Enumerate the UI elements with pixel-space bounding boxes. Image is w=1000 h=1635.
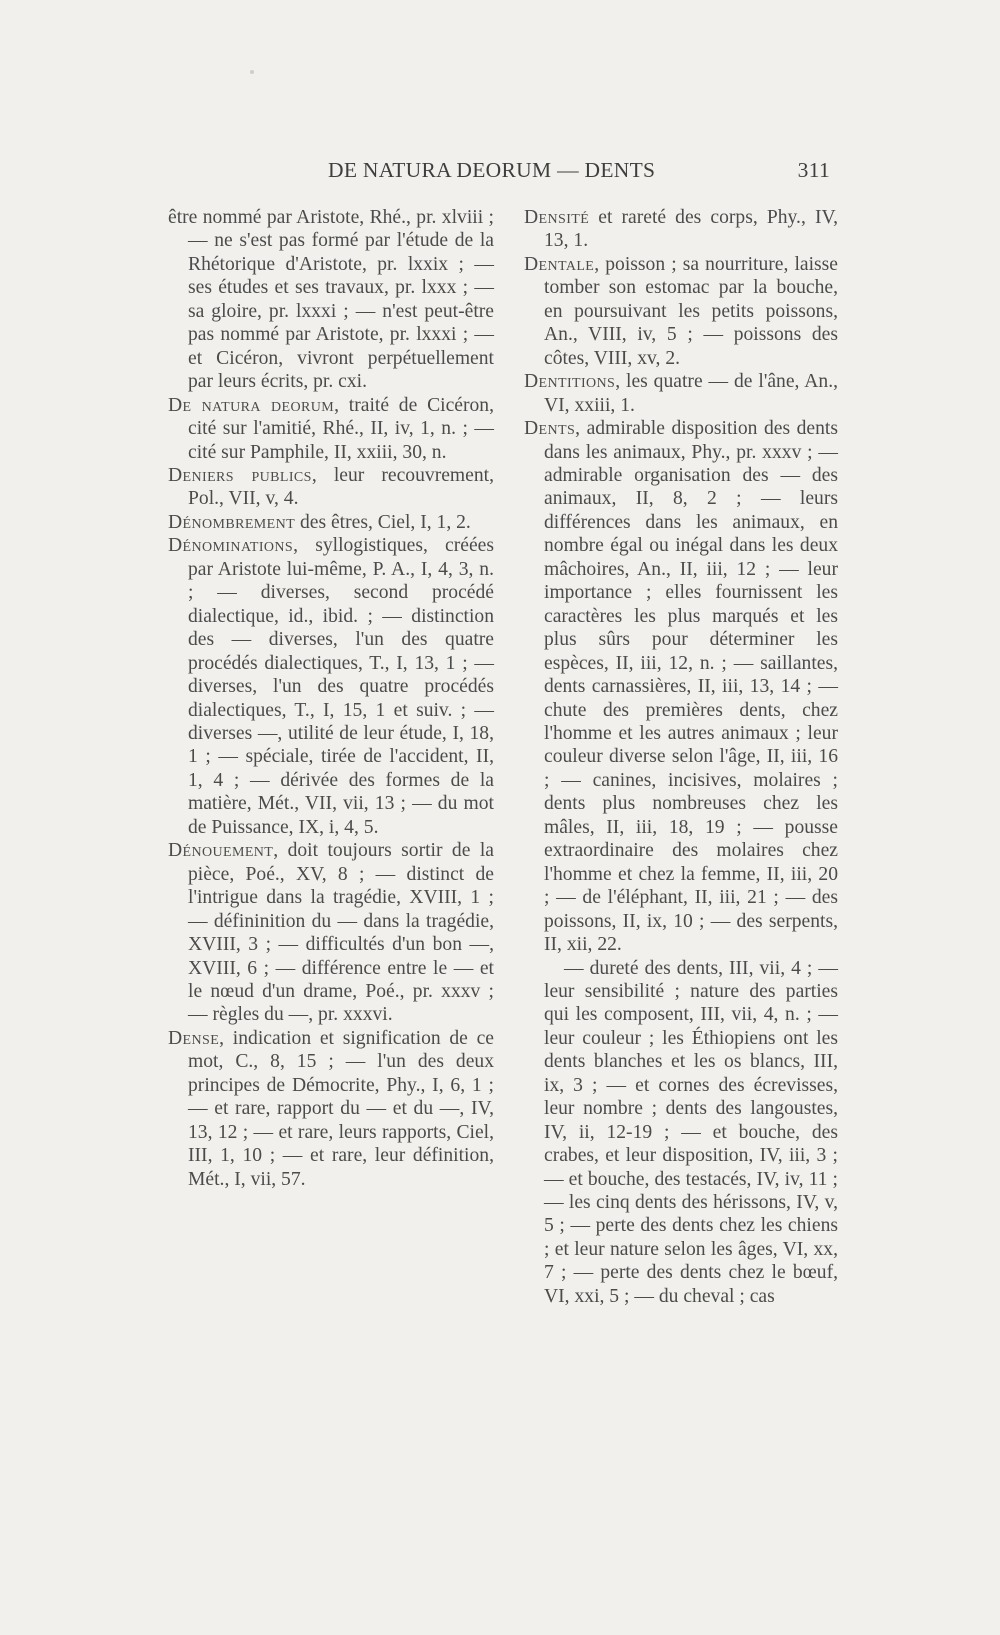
paper-speck bbox=[250, 70, 254, 74]
entry-text: , syllogistiques, créées par Aristote lui-même, P. A., I, 4, 3, n. ; — diverses, second procédé dialectique, id., ibid. ; — distinction des — diverses, l'un des quatre procédés dialectiques, T., I, 13, 1 ; — diverses, l'un des quatre procédés dialectiques, T., I, 15, 1 et suiv. ; — diverses —, utilité de leur étude, I, 18, 1 ; — spéciale, tirée de l'accident, II, 1, 4 ; — dérivée des formes de la matière, Mét., VII, vii, 13 ; — du mot de Puissance, IX, i, 4, 5. bbox=[188, 535, 494, 838]
entry-head: De natura deorum bbox=[168, 394, 335, 416]
entry-text: et rareté des corps, Phy., IV, 13, 1. bbox=[544, 207, 838, 252]
index-entry bbox=[524, 370, 838, 417]
page-number: 311 bbox=[797, 158, 830, 182]
entry-text: , indication et signification de ce mot, C., 8, 15 ; — l'un des deux principes de Démocrite, Phy., I, 6, 1 ; — et rare, rapport du — et du —, IV, 13, 12 ; — et rare, leurs rapports, Ciel, III, 1, 10 ; — et rare, leur définition, Mét., I, vii, 57. bbox=[188, 1027, 494, 1190]
entry-text: , poisson ; sa nourriture, laisse tomber son estomac par la bouche, en poursuivant les petits poissons, An., VIII, iv, 5 ; — poissons des côtes, VIII, xv, 2. bbox=[544, 253, 838, 369]
running-head bbox=[160, 158, 830, 188]
entry-head: Dénombrement bbox=[168, 511, 296, 533]
entry-text: , leur recouvrement, Pol., VII, v, 4. bbox=[188, 464, 494, 510]
entry-text: , les quatre — de l'âne, An., VI, xxiii, 1. bbox=[544, 371, 838, 416]
index-entry-continuation bbox=[524, 957, 838, 1309]
left-column bbox=[168, 206, 494, 1191]
index-entry bbox=[168, 1027, 494, 1191]
index-entry bbox=[524, 206, 838, 253]
entry-head: Dentale bbox=[524, 253, 595, 275]
right-column bbox=[524, 206, 838, 1308]
index-entry bbox=[524, 417, 838, 956]
entry-text: — dureté des dents, III, vii, 4 ; — leur sensibilité ; nature des parties qui les composent, III, vii, 4, n. ; — leur couleur ; les Éthiopiens ont les dents blanches et les os blancs, III, ix, 3 ; — et cornes des écrevisses, leur nombre ; dents des langoustes, IV, ii, 12-19 ; — et bouche, des crabes, et leur disposition, IV, iii, 3 ; — et bouche, des testacés, IV, iv, 11 ; — les cinq dents des hérissons, IV, v, 5 ; — perte des dents chez les chiens ; et leur nature selon les âges, VI, xx, 7 ; — perte des dents chez le bœuf, VI, xxi, 5 ; — du cheval ; cas bbox=[544, 957, 838, 1307]
entry-head: Dénominations bbox=[168, 535, 294, 557]
index-entry bbox=[168, 511, 494, 534]
entry-head: Dénouement bbox=[168, 840, 274, 862]
running-title: DE NATURA DEORUM — DENTS bbox=[328, 158, 656, 182]
entry-text: des êtres, Ciel, I, 1, 2. bbox=[295, 511, 471, 533]
entry-head: Dense bbox=[168, 1027, 220, 1049]
entry-head: Deniers publics bbox=[168, 464, 312, 486]
index-entry bbox=[168, 206, 494, 394]
entry-head: Dents bbox=[524, 418, 576, 440]
entry-text: être nommé par Aristote, Rhé., pr. xlviii ; — ne s'est pas formé par l'étude de la Rhétorique d'Aristote, pr. lxxix ; — ses études et ses travaux, pr. lxxx ; — sa gloire, pr. lxxxi ; — n'est peut-être pas nommé par Aristote, pr. lxxxi ; — et Cicéron, vivront perpétuellement par leurs écrits, pr. cxi. bbox=[168, 207, 494, 393]
index-entry bbox=[168, 394, 494, 464]
index-entry bbox=[168, 839, 494, 1027]
index-entry bbox=[168, 464, 494, 511]
index-entry bbox=[524, 253, 838, 370]
entry-text: , traité de Cicéron, cité sur l'amitié, Rhé., II, iv, 1, n. ; — cité sur Pamphile, II, xxiii, 30, n. bbox=[188, 394, 494, 463]
entry-head: Dentitions bbox=[524, 371, 616, 393]
entry-head: Densité bbox=[524, 207, 590, 228]
index-entry bbox=[168, 534, 494, 839]
entry-text: , doit toujours sortir de la pièce, Poé., XV, 8 ; — distinct de l'intrigue dans la tragédie, XVIII, 1 ; — défininition du — dans la tragédie, XVIII, 3 ; — difficultés d'un bon —, XVIII, 6 ; — différence entre le — et le nœud d'un drame, Poé., pr. xxxv ; — règles du —, pr. xxxvi. bbox=[188, 840, 494, 1026]
entry-text: , admirable disposition des dents dans les animaux, Phy., pr. xxxv ; — admirable organisation des — des animaux, II, 8, 2 ; — leurs différences dans les animaux, en nombre égal ou inégal dans les deux mâchoires, An., II, iii, 12 ; — leur importance ; elles fournissent les caractères les plus marqués et les plus sûrs pour déterminer les espèces, II, iii, 12, n. ; — saillantes, dents carnassières, II, iii, 13, 14 ; — chute des premières dents, chez l'homme et les autres animaux ; leur couleur diverse selon l'âge, II, iii, 16 ; — canines, incisives, molaires ; dents plus nombreuses chez les mâles, II, iii, 18, 19 ; — pousse extraordinaire des molaires chez l'homme et chez la femme, II, iii, 20 ; — de l'éléphant, II, iii, 21 ; — des poissons, II, ix, 10 ; — des serpents, II, xii, 22. bbox=[544, 418, 838, 956]
